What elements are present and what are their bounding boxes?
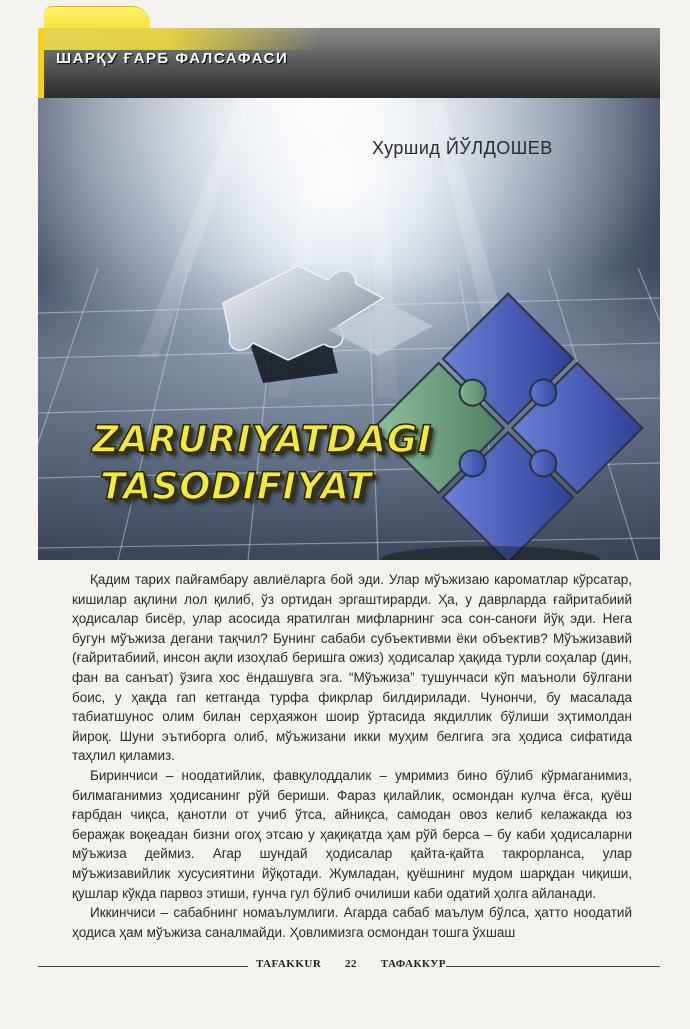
footer-rule-left [38, 966, 248, 967]
section-rubric: ШАРҚУ ҒАРБ ФАЛСАФАСИ [56, 50, 289, 67]
page-footer [38, 958, 660, 974]
article-paragraph: Иккинчиси – сабабнинг номаълумлиги. Агарда сабаб маълум бўлса, ҳатто ноодатий ҳодиса ҳам мўъжиза саналмайди. Ҳовлимизга осмондан тошга ўхшаш [72, 905, 632, 940]
article-paragraph: Қадим тарих пайғамбару авлиёларга бой эди. Улар мўъжизаю кароматлар кўрсатар, кишилар ақлини лол қилиб, ўз ортидан эргаштирарди. Ҳа, у даврларда ғайритабиий ҳодисалар бисёр, улар асосида яратилган мифларнинг эса сон-саноғи йўқ эди. Нега бугун мўъжиза дегани тақчил? Бунинг сабаби субъективми ёки объектив? Мўъжизавий (ғайритабиий, инсон ақли изоҳлаб беришга ожиз) ҳодисалар ҳақида турли соҳалар (дин, фан ва санъат) ўзига хос ёндашувга эга. “Мўъжиза” тушунчаси кўп маъноли бўлгани боис, у ҳақда гап кетганда турфа фикрлар билдирилади. Чунончи, бу масалада табиатшунос олим билан серҳаяжон шоир ўртасида якдиллик бўлиши эҳтимолдан йироқ. Шуни эътиборга олиб, мўъжизани икки муҳим белгига эга ҳодиса сифатида таҳлил қиламиз. [72, 572, 632, 764]
footer-magazine-cyrillic: ТАФАККУР [380, 958, 446, 970]
page-number: 22 [345, 958, 358, 970]
article-title-line-1: ZARURIYATDAGI [92, 418, 432, 461]
footer-rule-right [446, 966, 660, 967]
footer-text [256, 958, 446, 970]
article-author: Хуршид ЙЎЛДОШЕВ [372, 138, 553, 158]
footer-magazine-latin: TAFAKKUR [256, 958, 322, 970]
article-title-line-2: TASODIFIYAT [100, 465, 372, 508]
article-paragraph: Биринчиси – ноодатийлик, фавқулоддалик – умримиз бино бўлиб кўрмаганимиз, билмаганимиз ҳодисанинг рўй бериши. Фараз қилайлик, осмондан кулча ёғса, қуёш ғарбдан чиқса, қанотли от учиб ўтса, айниқса, самодан овоз келиб келажакда юз бераҗак воқеадан бизни огоҳ этсаю у ҳақиқатда ҳам рўй берса – бу каби ҳодисаларни мўъжиза деймиз. Агар шундай ҳодисалар қайта-қайта такрорланса, улар мўъжизавийлик хусусиятини йўқотади. Жумладан, қуёшнинг мудом шарқдан чиқиши, қушлар кўкда парвоз этиши, ғунча гул бўлиб очилиши каби одатий ҳолга айланади. [72, 767, 632, 901]
article-body [72, 570, 632, 942]
